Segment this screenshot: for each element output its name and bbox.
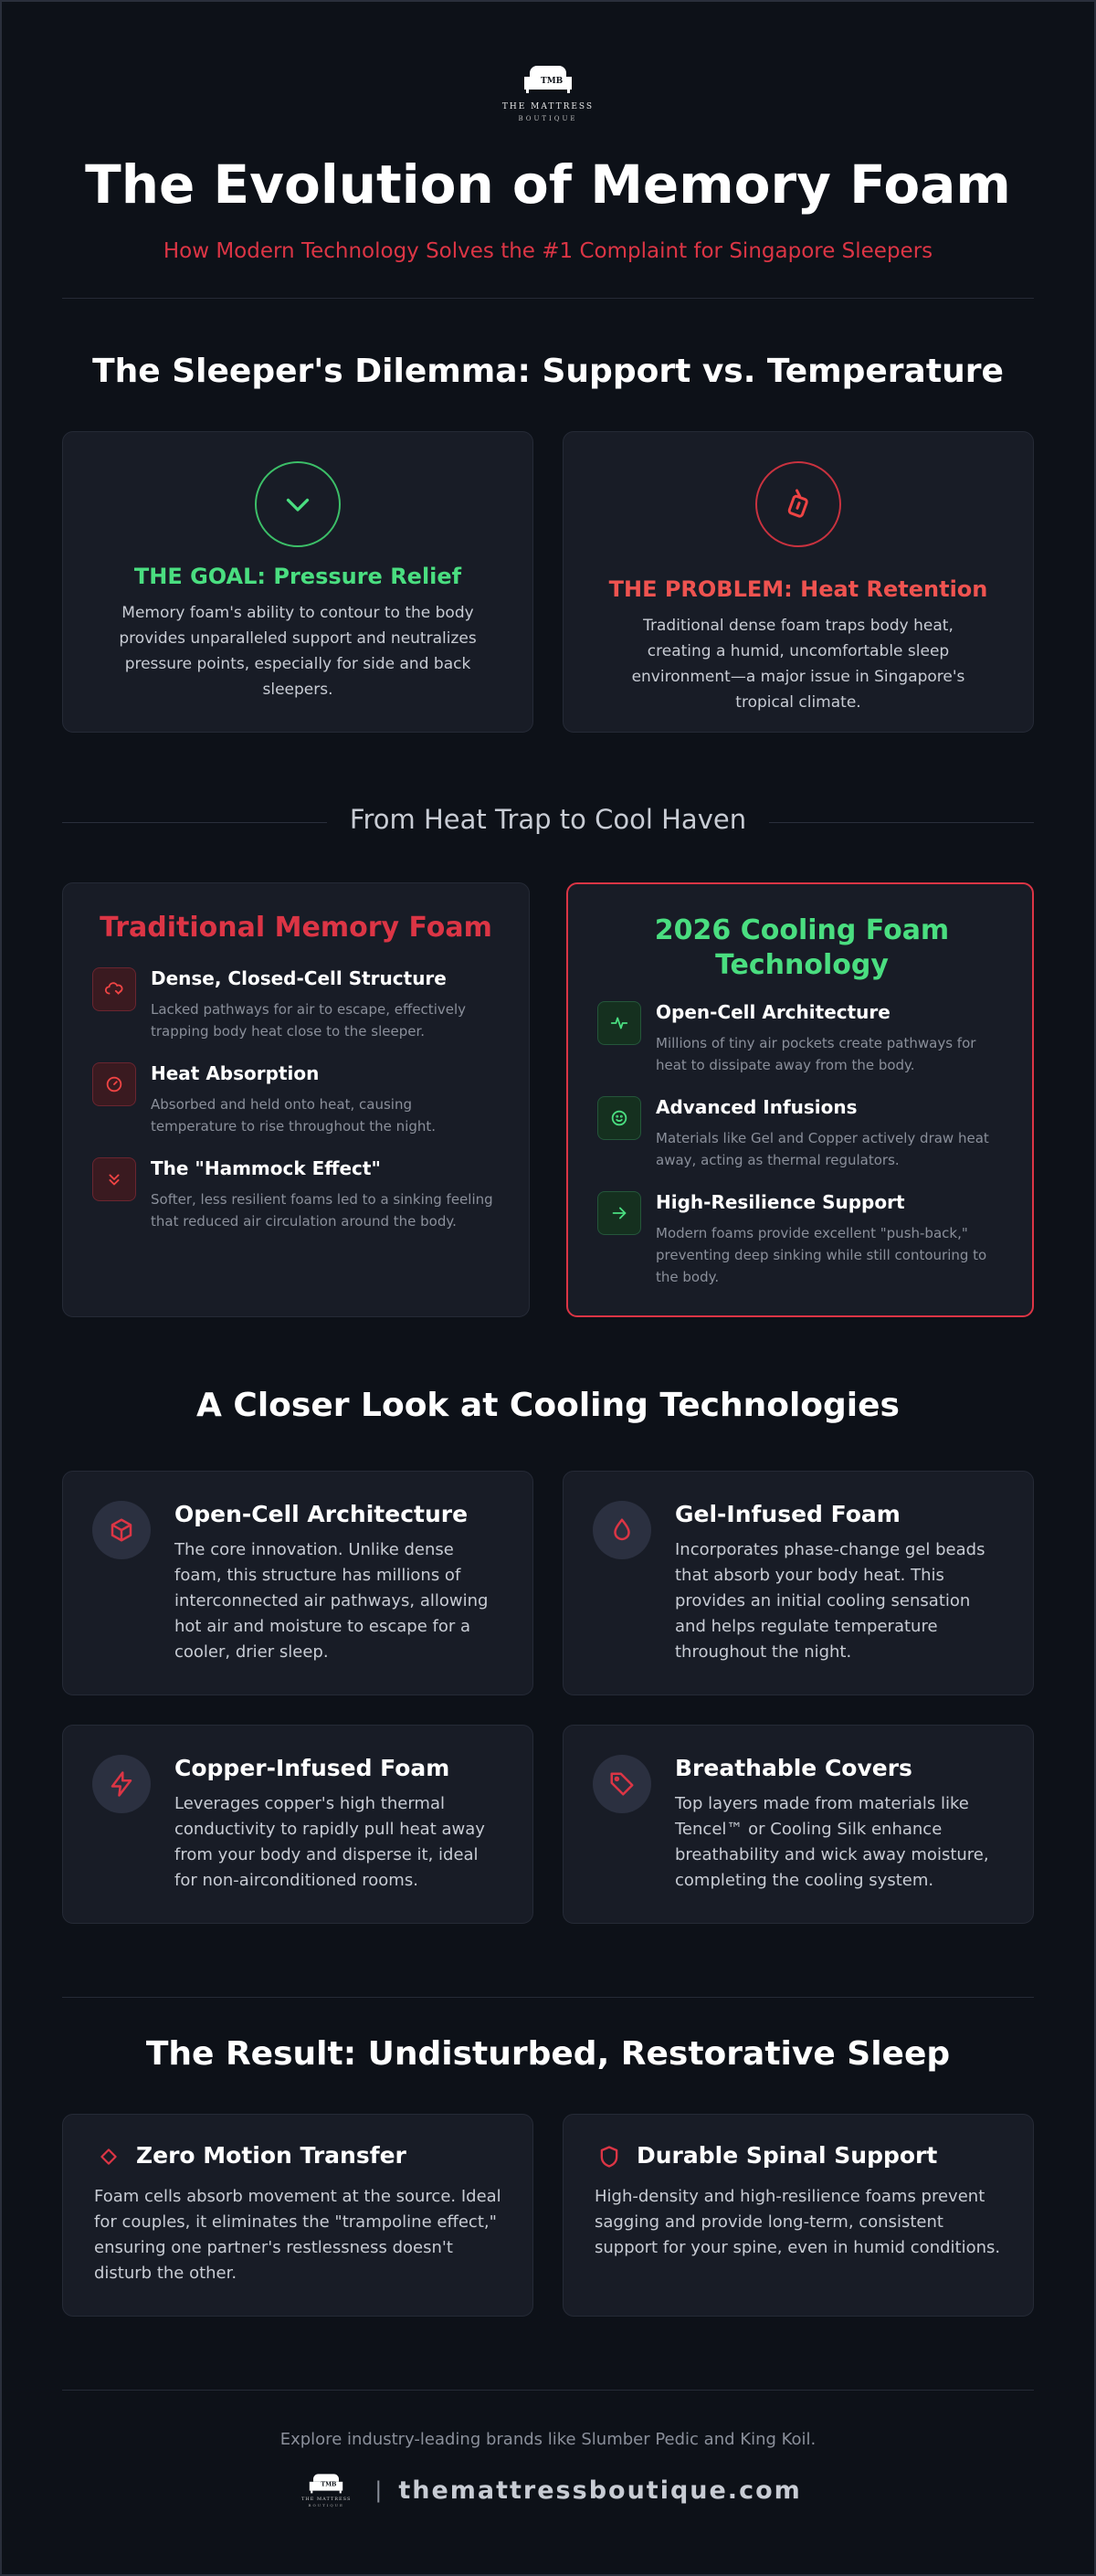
item-desc: Modern foams provide excellent "push-back," preventing deep sinking while still contouring to the body. bbox=[656, 1225, 987, 1285]
item-title: High-Resilience Support bbox=[656, 1191, 905, 1213]
dilemma-title: The Sleeper's Dilemma: Support vs. Temperature bbox=[92, 353, 1004, 390]
tech-title: Copper-Infused Foam bbox=[174, 1755, 450, 1781]
activity-icon bbox=[597, 1001, 641, 1045]
item-title: Dense, Closed-Cell Structure bbox=[151, 967, 447, 989]
logo-sub: BOUTIQUE bbox=[518, 115, 578, 122]
bed-logo-icon bbox=[524, 64, 572, 100]
tech-title: Gel-Infused Foam bbox=[675, 1501, 901, 1527]
traditional-title: Traditional Memory Foam bbox=[100, 912, 492, 944]
comparison-heading-text: From Heat Trap to Cool Haven bbox=[349, 804, 747, 835]
footer-brand-row bbox=[0, 2472, 1096, 2508]
divider bbox=[62, 298, 1034, 299]
tech-title: Open-Cell Architecture bbox=[174, 1501, 469, 1527]
list-item bbox=[597, 1191, 1005, 1292]
footer-text: Explore industry-leading brands like Slumber Pedic and King Koil. bbox=[279, 2430, 817, 2449]
logo-monogram: TMB bbox=[541, 77, 564, 86]
tech-desc: Top layers made from materials like Tencel™ or Cooling Silk enhance breathability and wick away moisture, completing the cooling system. bbox=[675, 1794, 989, 1890]
lightning-icon bbox=[92, 1755, 151, 1813]
divider bbox=[62, 2390, 1034, 2391]
gauge-icon bbox=[92, 1062, 136, 1106]
comparison-heading bbox=[62, 804, 1034, 840]
tag-icon bbox=[593, 1755, 651, 1813]
bed-logo-icon bbox=[310, 2473, 342, 2498]
result-title: The Result: Undisturbed, Restorative Sleep bbox=[145, 2035, 951, 2073]
tech-desc: The core innovation. Unlike dense foam, this structure has millions of interconnected air pathways, allowing hot air and moisture to escape for a cooler, drier sleep. bbox=[174, 1540, 489, 1662]
list-item bbox=[597, 1096, 1005, 1169]
result-item-desc: High-density and high-resilience foams prevent sagging and provide long-term, consistent support for your spine, even in humid conditions. bbox=[595, 2187, 1001, 2257]
logo-name: THE MATTRESS bbox=[301, 2497, 352, 2502]
item-desc: Absorbed and held onto heat, causing temperature to rise throughout the night. bbox=[151, 1096, 437, 1135]
brand-logo bbox=[0, 64, 1096, 122]
item-title: Heat Absorption bbox=[151, 1062, 320, 1084]
item-desc: Millions of tiny air pockets create pathways for heat to dissipate away from the body. bbox=[656, 1035, 976, 1073]
technologies-title: A Closer Look at Cooling Technologies bbox=[196, 1387, 900, 1424]
goal-card bbox=[62, 431, 533, 733]
result-card bbox=[563, 2114, 1034, 2317]
result-item-title: Durable Spinal Support bbox=[637, 2142, 938, 2169]
arrow-right-icon bbox=[597, 1191, 641, 1235]
smile-icon bbox=[597, 1096, 641, 1140]
goal-desc: Memory foam's ability to contour to the body provides unparalleled support and neutralizes pressure points, especially for side and back sleepers. bbox=[119, 604, 477, 699]
item-title: Advanced Infusions bbox=[656, 1096, 858, 1118]
page-subtitle: How Modern Technology Solves the #1 Complaint for Singapore Sleepers bbox=[163, 239, 933, 263]
footer-separator: | bbox=[374, 2477, 383, 2503]
item-desc: Materials like Gel and Copper actively draw heat away, acting as thermal regulators. bbox=[656, 1130, 989, 1168]
traditional-card bbox=[62, 882, 530, 1317]
tech-card bbox=[563, 1725, 1034, 1924]
list-item bbox=[597, 1001, 1005, 1074]
result-item-title: Zero Motion Transfer bbox=[136, 2142, 406, 2169]
logo-monogram: TMB bbox=[321, 2481, 337, 2488]
result-item-desc: Foam cells absorb movement at the source. Ideal for couples, it eliminates the "trampoline effect," ensuring one partner's restlessness doesn't disturb the other. bbox=[94, 2187, 501, 2283]
divider bbox=[62, 1997, 1034, 1998]
diamond-icon bbox=[94, 2142, 123, 2171]
result-card bbox=[62, 2114, 533, 2317]
modern-card bbox=[566, 882, 1034, 1317]
chevron-down-icon bbox=[255, 461, 341, 547]
cube-icon bbox=[92, 1501, 151, 1559]
website-link[interactable]: themattressboutique.com bbox=[398, 2476, 802, 2505]
item-desc: Softer, less resilient foams led to a sinking feeling that reduced air circulation around the body. bbox=[151, 1191, 493, 1230]
problem-card bbox=[563, 431, 1034, 733]
tech-desc: Incorporates phase-change gel beads that absorb your body heat. This provides an initial cooling sensation and helps regulate temperature throughout the night. bbox=[675, 1540, 985, 1662]
tech-card bbox=[62, 1471, 533, 1695]
item-desc: Lacked pathways for air to escape, effectively trapping body heat close to the sleeper. bbox=[151, 1001, 467, 1040]
tech-card bbox=[62, 1725, 533, 1924]
page-title: The Evolution of Memory Foam bbox=[85, 153, 1011, 216]
shield-icon bbox=[595, 2142, 624, 2171]
item-title: The "Hammock Effect" bbox=[151, 1157, 381, 1179]
cloud-icon bbox=[92, 967, 136, 1011]
problem-title: THE PROBLEM: Heat Retention bbox=[608, 576, 988, 602]
droplet-icon bbox=[593, 1501, 651, 1559]
item-title: Open-Cell Architecture bbox=[656, 1001, 890, 1023]
goal-title: THE GOAL: Pressure Relief bbox=[133, 564, 462, 589]
logo-name: THE MATTRESS bbox=[501, 102, 595, 111]
tech-desc: Leverages copper's high thermal conductivity to rapidly pull heat away from your body and disperse it, ideal for non-airconditioned rooms. bbox=[174, 1794, 485, 1890]
logo-sub: BOUTIQUE bbox=[308, 2503, 344, 2507]
tech-card bbox=[563, 1471, 1034, 1695]
list-item bbox=[92, 967, 501, 1040]
chevrons-down-icon bbox=[92, 1157, 136, 1201]
footer-logo bbox=[294, 2473, 358, 2507]
modern-title: 2026 Cooling Foam Technology bbox=[654, 914, 950, 981]
list-item bbox=[92, 1157, 501, 1258]
list-item bbox=[92, 1062, 501, 1135]
thermometer-icon bbox=[755, 461, 841, 547]
problem-desc: Traditional dense foam traps body heat, creating a humid, uncomfortable sleep environment—a major issue in Singapore's tropical climate. bbox=[631, 617, 965, 712]
tech-title: Breathable Covers bbox=[675, 1755, 912, 1781]
